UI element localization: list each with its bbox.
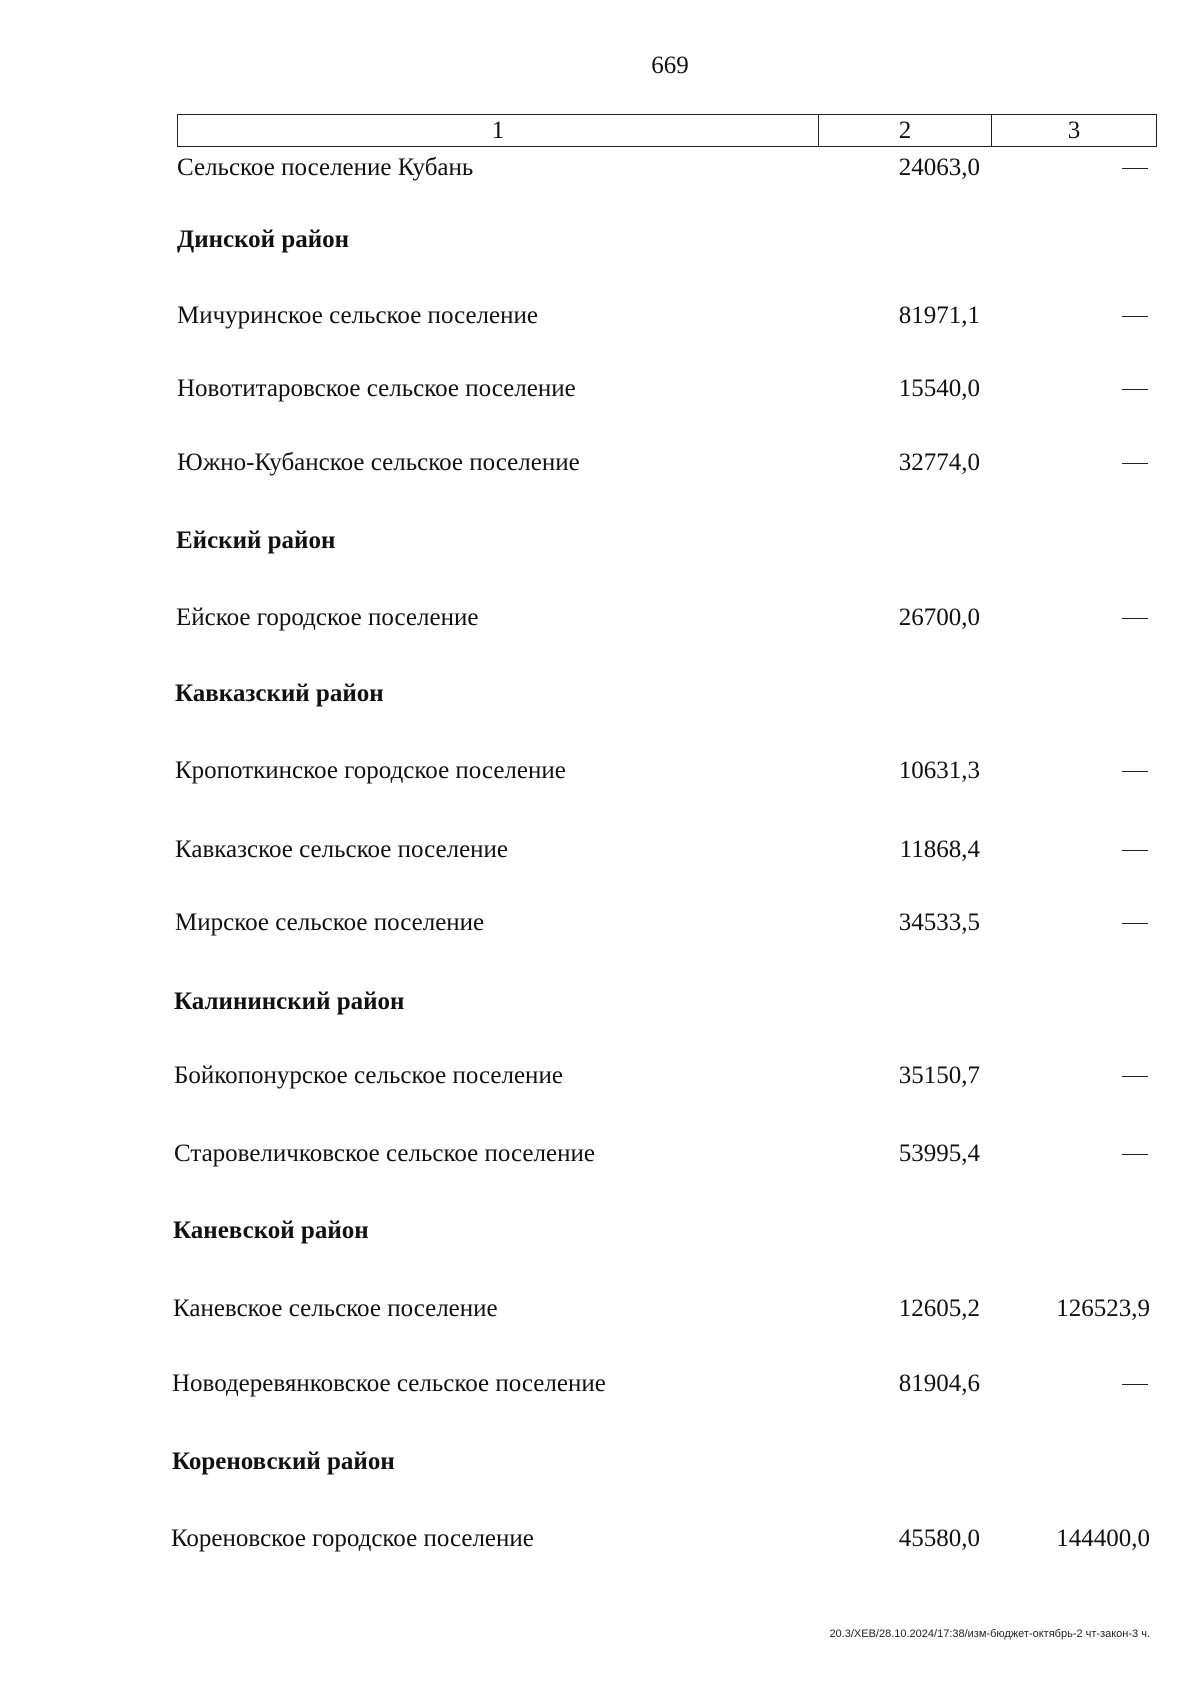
- amount-column-2: 32774,0: [898, 449, 980, 476]
- table-row: [0, 753, 1200, 789]
- amount-column-2: 81904,6: [898, 1370, 980, 1397]
- amount-column-2: 81971,1: [898, 302, 980, 329]
- amount-column-2: 15540,0: [898, 375, 980, 402]
- amount-column-3-dash: [1122, 1076, 1148, 1077]
- column-header-3: 3: [992, 115, 1157, 147]
- amount-column-2: 34533,5: [898, 909, 980, 936]
- district-heading: Динской район: [177, 226, 350, 253]
- amount-column-3-dash: [1122, 618, 1148, 619]
- settlement-name: Новотитаровское сельское поселение: [177, 375, 576, 402]
- district-heading: Каневской район: [173, 1217, 369, 1244]
- amount-column-3-dash: [1122, 771, 1148, 772]
- column-header-1: 1: [178, 115, 819, 147]
- amount-column-3-dash: [1122, 168, 1148, 169]
- footer-document-code: 20.3/ХЕВ/28.10.2024/17:38/изм-бюджет-октябрь-2 чт-закон-3 ч.: [829, 1628, 1150, 1640]
- amount-column-3: 144400,0: [1056, 1525, 1150, 1552]
- district-heading-row: [0, 222, 1200, 258]
- amount-column-2: 53995,4: [898, 1140, 980, 1167]
- table-row: [0, 150, 1200, 186]
- amount-column-3-dash: [1122, 316, 1148, 317]
- district-heading: Кореновский район: [172, 1448, 395, 1475]
- table-row: [0, 1521, 1200, 1557]
- table-row: [0, 1136, 1200, 1172]
- amount-column-2: 11868,4: [899, 836, 980, 863]
- table-row: [0, 371, 1200, 407]
- district-heading-row: [0, 1444, 1200, 1480]
- column-header-2: 2: [819, 115, 992, 147]
- amount-column-3-dash: [1122, 463, 1148, 464]
- settlement-name: Мирское сельское поселение: [175, 909, 485, 936]
- settlement-name: Сельское поселение Кубань: [177, 154, 474, 181]
- settlement-name: Кавказское сельское поселение: [175, 836, 509, 863]
- table-row: [0, 1366, 1200, 1402]
- amount-column-3-dash: [1122, 1154, 1148, 1155]
- table-row: [0, 600, 1200, 636]
- district-heading: Ейский район: [176, 527, 336, 554]
- amount-column-3-dash: [1122, 923, 1148, 924]
- settlement-name: Кропоткинское городское поселение: [175, 757, 566, 784]
- settlement-name: Старовеличковское сельское поселение: [174, 1140, 595, 1167]
- amount-column-2: 12605,2: [898, 1295, 980, 1322]
- amount-column-3: 126523,9: [1056, 1295, 1150, 1322]
- district-heading: Калининский район: [174, 988, 405, 1015]
- district-heading-row: [0, 676, 1200, 712]
- district-heading-row: [0, 1213, 1200, 1249]
- settlement-name: Каневское сельское поселение: [173, 1295, 498, 1322]
- district-heading-row: [0, 523, 1200, 559]
- settlement-name: Южно-Кубанское сельское поселение: [177, 449, 580, 476]
- settlement-name: Кореновское городское поселение: [171, 1525, 534, 1552]
- table-row: [0, 298, 1200, 334]
- amount-column-2: 24063,0: [898, 154, 980, 181]
- page-number: 669: [651, 52, 689, 79]
- column-header-table: [177, 114, 1157, 147]
- table-row: [0, 832, 1200, 868]
- amount-column-2: 35150,7: [898, 1062, 980, 1089]
- table-row: [0, 1058, 1200, 1094]
- table-row: [0, 445, 1200, 481]
- settlement-name: Новодеревянковское сельское поселение: [172, 1370, 606, 1397]
- settlement-name: Мичуринское сельское поселение: [177, 302, 538, 329]
- amount-column-3-dash: [1122, 389, 1148, 390]
- settlement-name: Ейское городское поселение: [176, 604, 479, 631]
- amount-column-2: 10631,3: [898, 757, 980, 784]
- district-heading-row: [0, 984, 1200, 1020]
- amount-column-3-dash: [1122, 1384, 1148, 1385]
- district-heading: Кавказский район: [175, 680, 384, 707]
- amount-column-2: 45580,0: [898, 1525, 980, 1552]
- amount-column-3-dash: [1122, 850, 1148, 851]
- table-row: [0, 905, 1200, 941]
- amount-column-2: 26700,0: [898, 604, 980, 631]
- settlement-name: Бойкопонурское сельское поселение: [174, 1062, 563, 1089]
- table-row: [0, 1291, 1200, 1327]
